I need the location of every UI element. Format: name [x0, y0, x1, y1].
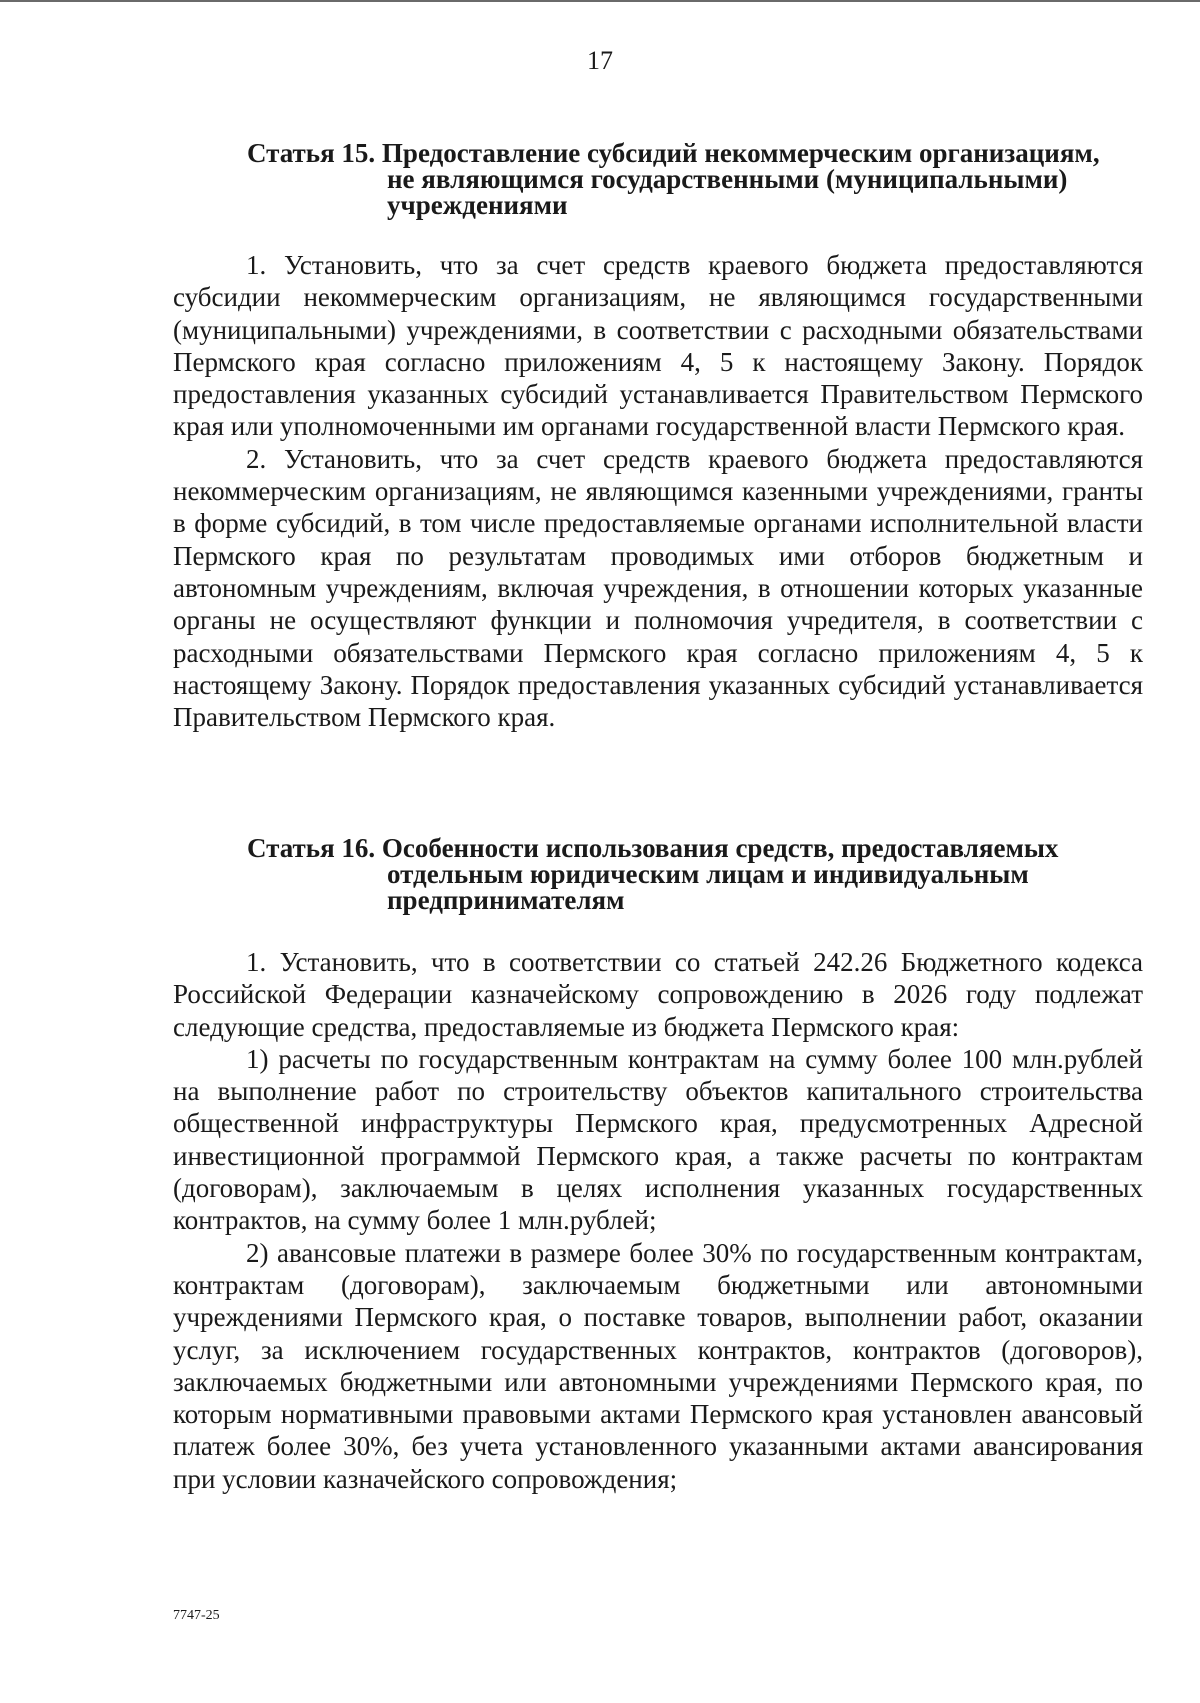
- article-16-heading-line-3: предпринимателям: [387, 885, 625, 915]
- top-edge-rule: [0, 0, 1200, 2]
- article-16-body: [173, 946, 1143, 1495]
- article-16-item-1: 1) расчеты по государственным контрактам на сумму более 100 млн.рублей на выполнение работ по строительству объектов капитального строительства общественной инфраструктуры Пермского края, предусмотренных Адресной инвестиционной программой Пермского края, а также расчеты по контрактам (договорам), заключаемым в целях исполнения указанных государственных контрактов, на сумму более 1 млн.рублей;: [173, 1043, 1143, 1236]
- article-16-heading-line-1: Статья 16. Особенности использования средств, предоставляемых: [247, 833, 1059, 863]
- article-15-heading-line-3: учреждениями: [387, 190, 568, 220]
- article-15-heading: [247, 140, 1147, 218]
- article-16-heading-line-2: отдельным юридическим лицам и индивидуальным: [387, 859, 1029, 889]
- article-15-heading-line-1: Статья 15. Предоставление субсидий некоммерческим организациям,: [247, 138, 1100, 168]
- article-15-paragraph-2: 2. Установить, что за счет средств краевого бюджета предоставляются некоммерческим организациям, не являющимся казенными учреждениями, гранты в форме субсидий, в том числе предоставляемые органами исполнительной власти Пермского края по результатам проводимых ими отборов бюджетным и автономным учреждениям, включая учреждения, в отношении которых указанные органы не осуществляют функции и полномочия учредителя, в соответствии с расходными обязательствами Пермского края согласно приложениям 4, 5 к настоящему Закону. Порядок предоставления указанных субсидий устанавливается Правительством Пермского края.: [173, 443, 1143, 733]
- article-15-heading-line-2: не являющимся государственными (муниципальными): [387, 164, 1068, 194]
- page-number: 17: [587, 46, 613, 75]
- article-16-paragraph-1: 1. Установить, что в соответствии со статьей 242.26 Бюджетного кодекса Российской Федерации казначейскому сопровождению в 2026 году подлежат следующие средства, предоставляемые из бюджета Пермского края:: [173, 947, 1143, 1042]
- document-code: 7747-25: [173, 1608, 220, 1623]
- article-15-body: [173, 249, 1143, 733]
- article-16-heading: [247, 835, 1147, 913]
- article-16-item-2: 2) авансовые платежи в размере более 30% по государственным контрактам, контрактам (договорам), заключаемым бюджетными или автономными учреждениями Пермского края, о поставке товаров, выполнении работ, оказании услуг, за исключением государственных контрактов, контрактов (договоров), заключаемых бюджетными или автономными учреждениями Пермского края, по которым нормативными правовыми актами Пермского края установлен авансовый платеж более 30%, без учета установленного указанными актами авансирования при условии казначейского сопровождения;: [173, 1237, 1143, 1494]
- article-15-paragraph-1: 1. Установить, что за счет средств краевого бюджета предоставляются субсидии некоммерческим организациям, не являющимся государственными (муниципальными) учреждениями, в соответствии с расходными обязательствами Пермского края согласно приложениям 4, 5 к настоящему Закону. Порядок предоставления указанных субсидий устанавливается Правительством Пермского края или уполномоченными им органами государственной власти Пермского края.: [173, 250, 1143, 442]
